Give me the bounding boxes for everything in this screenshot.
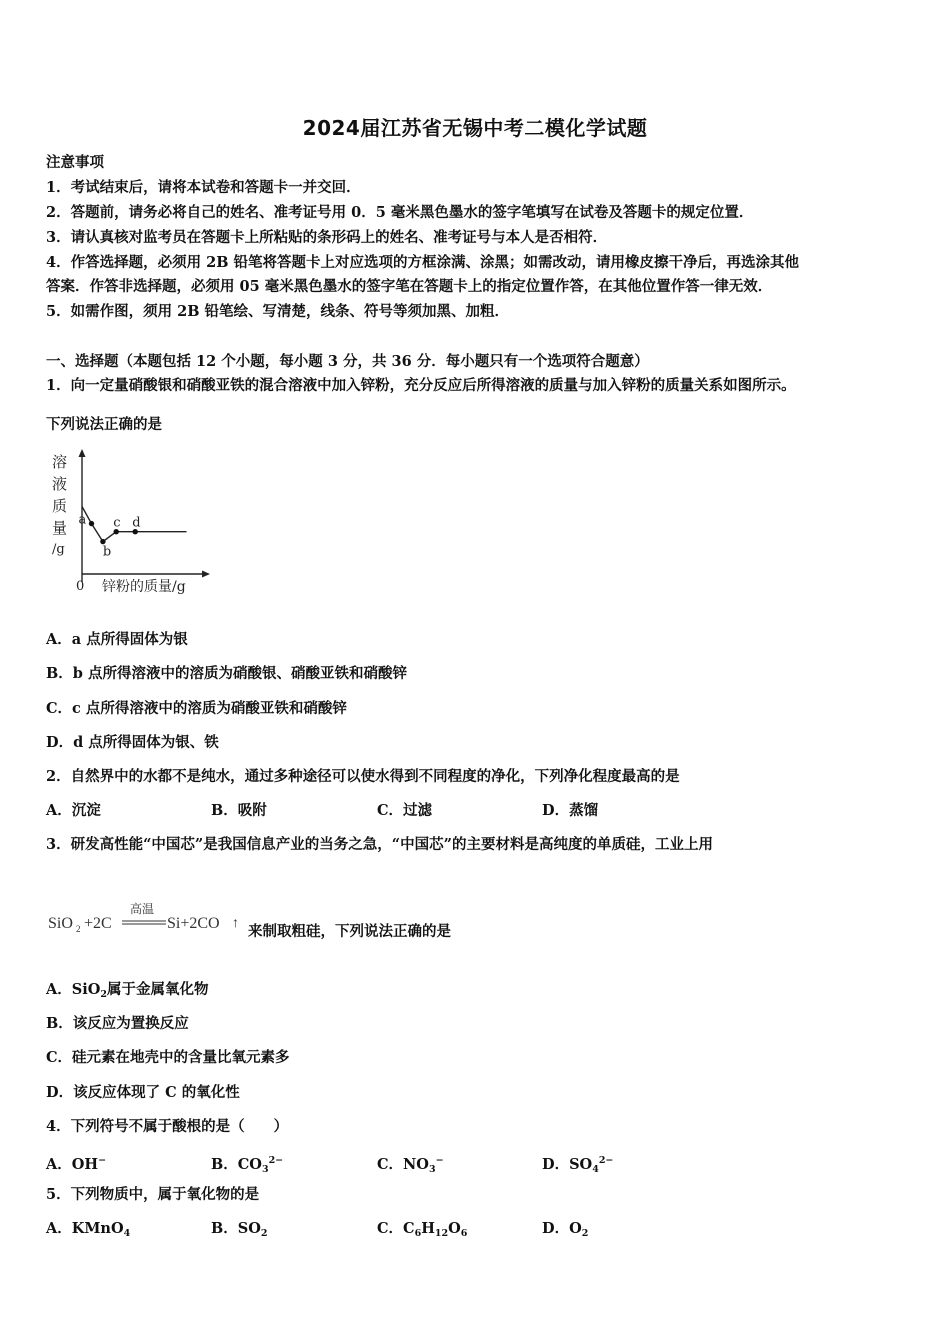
q4-option-d-label: D． [542,1156,570,1173]
q4-stem: 4．下列符号不属于酸根的是（ ） [46,1118,289,1135]
eq-left-sub: 2 [76,924,81,934]
q3-option-c[interactable]: C．硅元素在地壳中的含量比氧元素多 [46,1049,290,1066]
q5-option-d-sub: 2 [581,1228,589,1239]
point-b [100,539,105,544]
q2-stem: 2．自然界中的水都不是纯水，通过多种途径可以使水得到不同程度的净化，下列净化程度最高的是 [46,768,680,785]
eq-plus: +2C [84,915,112,932]
q5-option-b-label: B． [211,1220,238,1237]
q1-prompt: 下列说法正确的是 [46,416,162,433]
q5-option-a-formula: KMnO [71,1220,124,1237]
notice-item-4-cont: 答案．作答非选择题，必须用 05 毫米黑色墨水的签字笔在答题卡上的指定位置作答，在其他位置作答一律无效． [46,278,773,295]
q5-option-c-sub-c: 6 [414,1228,422,1239]
q5-option-a-label: A． [46,1220,72,1237]
point-label-c: c [113,515,121,531]
q3-option-a-post: 属于金属氧化物 [107,981,209,998]
q2-option-d[interactable]: D．蒸馏 [542,802,599,819]
q3-stem: 3．研发高性能“中国芯”是我国信息产业的当务之急，“中国芯”的主要材料是高纯度的单质硅，工业上用 [46,836,713,853]
q4-option-b-sub: 3 [261,1164,269,1175]
point-label-a: a [78,512,87,528]
q4-option-a-label: A． [46,1156,72,1173]
q5-option-d-formula: O [569,1220,582,1237]
q5-option-c-o: O [448,1220,461,1237]
q4-option-b-base: CO [237,1156,262,1173]
q4-option-c-base: NO [403,1156,429,1173]
q5-option-d[interactable] [542,1219,588,1244]
q4-option-d[interactable] [542,1151,613,1180]
q4-option-a[interactable] [46,1151,106,1180]
notice-item-2: 2．答题前，请务必将自己的姓名、准考证号用 0．5 毫米黑色墨水的签字笔填写在试卷及答题卡的规定位置． [46,204,754,221]
q5-option-a-sub: 4 [123,1228,131,1239]
q1-stem: 1．向一定量硝酸银和硝酸亚铁的混合溶液中加入锌粉，充分反应后所得溶液的质量与加入锌粉的质量关系如图所示。 [46,377,796,394]
q5-stem: 5．下列物质中，属于氧化物的是 [46,1186,260,1203]
q3-option-a-sub: 2 [100,989,107,1000]
q2-option-a[interactable]: A．沉淀 [46,802,101,819]
q4-option-b-sup: 2− [268,1155,284,1166]
q3-equation [46,898,266,942]
notice-heading: 注意事项 [46,154,104,171]
q4-option-b-label: B． [211,1156,238,1173]
x-axis-arrow [202,571,210,578]
q2-option-c[interactable]: C．过滤 [377,802,433,819]
q5-option-c-sub-h: 12 [434,1228,449,1239]
page-title: 2024届江苏省无锡中考二模化学试题 [302,116,648,140]
section-heading: 一、选择题（本题包括 12 个小题，每小题 3 分，共 36 分．每小题只有一个选项符合题意） [46,353,649,370]
q4-option-c[interactable] [377,1151,444,1180]
q4-option-a-sup: − [98,1155,107,1166]
y-axis-arrow [79,449,86,457]
q4-option-a-base: OH [71,1156,99,1173]
y-label-char-1: 溶 [52,453,68,471]
eq-left: SiO [48,915,73,932]
q1-chart [44,446,214,598]
eq-right: Si+2CO [167,915,220,932]
point-label-d: d [132,515,141,531]
q4-option-c-label: C． [377,1156,404,1173]
q1-option-c[interactable]: C．c 点所得溶液中的溶质为硝酸亚铁和硝酸锌 [46,700,347,717]
q3-option-b[interactable]: B．该反应为置换反应 [46,1015,189,1032]
q5-option-d-label: D． [542,1220,570,1237]
q3-after-equation: 来制取粗硅，下列说法正确的是 [248,923,451,940]
origin-label: 0 [76,579,85,594]
notice-item-1: 1．考试结束后，请将本试卷和答题卡一并交回． [46,179,361,196]
q3-option-a-pre: A．SiO [46,981,101,998]
q3-option-a[interactable] [46,980,209,1005]
y-label-char-2: 液 [52,475,68,493]
point-label-b: b [102,544,112,560]
q5-option-c-h: H [421,1220,435,1237]
notice-item-4: 4．作答选择题，必须用 2B 铅笔将答题卡上对应选项的方框涂满、涂黑；如需改动，请用橡皮擦干净后，再选涂其他 [46,254,800,271]
q5-option-c[interactable] [377,1219,467,1244]
eq-gas-arrow: ↑ [232,916,239,931]
q5-option-c-c: C [403,1220,415,1237]
q5-option-c-label: C． [377,1220,404,1237]
notice-item-3: 3．请认真核对监考员在答题卡上所粘贴的条形码上的姓名、准考证号与本人是否相符． [46,229,608,246]
q1-option-a[interactable]: A．a 点所得固体为银 [46,631,188,648]
notice-item-5: 5．如需作图，须用 2B 铅笔绘、写清楚，线条、符号等须加黑、加粗． [46,303,510,320]
q4-option-c-sub: 3 [428,1164,436,1175]
q4-option-b[interactable] [211,1151,283,1180]
q5-option-a[interactable] [46,1219,130,1244]
q5-option-b-formula: SO [237,1220,261,1237]
y-label-char-5: /g [52,542,65,557]
q5-option-c-sub-o: 6 [460,1228,468,1239]
q5-option-b-sub: 2 [260,1228,268,1239]
eq-condition: 高温 [130,902,155,916]
q4-option-d-sub: 4 [592,1164,599,1175]
q1-option-b[interactable]: B．b 点所得溶液中的溶质为硝酸银、硝酸亚铁和硝酸锌 [46,665,407,682]
q4-option-d-base: SO [569,1156,593,1173]
q3-option-d[interactable]: D．该反应体现了 C 的氧化性 [46,1084,240,1101]
q5-option-b[interactable] [211,1219,268,1244]
y-label-char-4: 量 [52,519,68,537]
point-a [89,521,94,526]
q2-option-b[interactable]: B．吸附 [211,802,267,819]
q1-option-d[interactable]: D．d 点所得固体为银、铁 [46,734,219,751]
q4-option-d-sup: 2− [598,1155,614,1166]
q4-option-c-sup: − [435,1155,444,1166]
x-axis-label: 锌粉的质量/g [102,579,186,595]
y-label-char-3: 质 [52,497,68,515]
